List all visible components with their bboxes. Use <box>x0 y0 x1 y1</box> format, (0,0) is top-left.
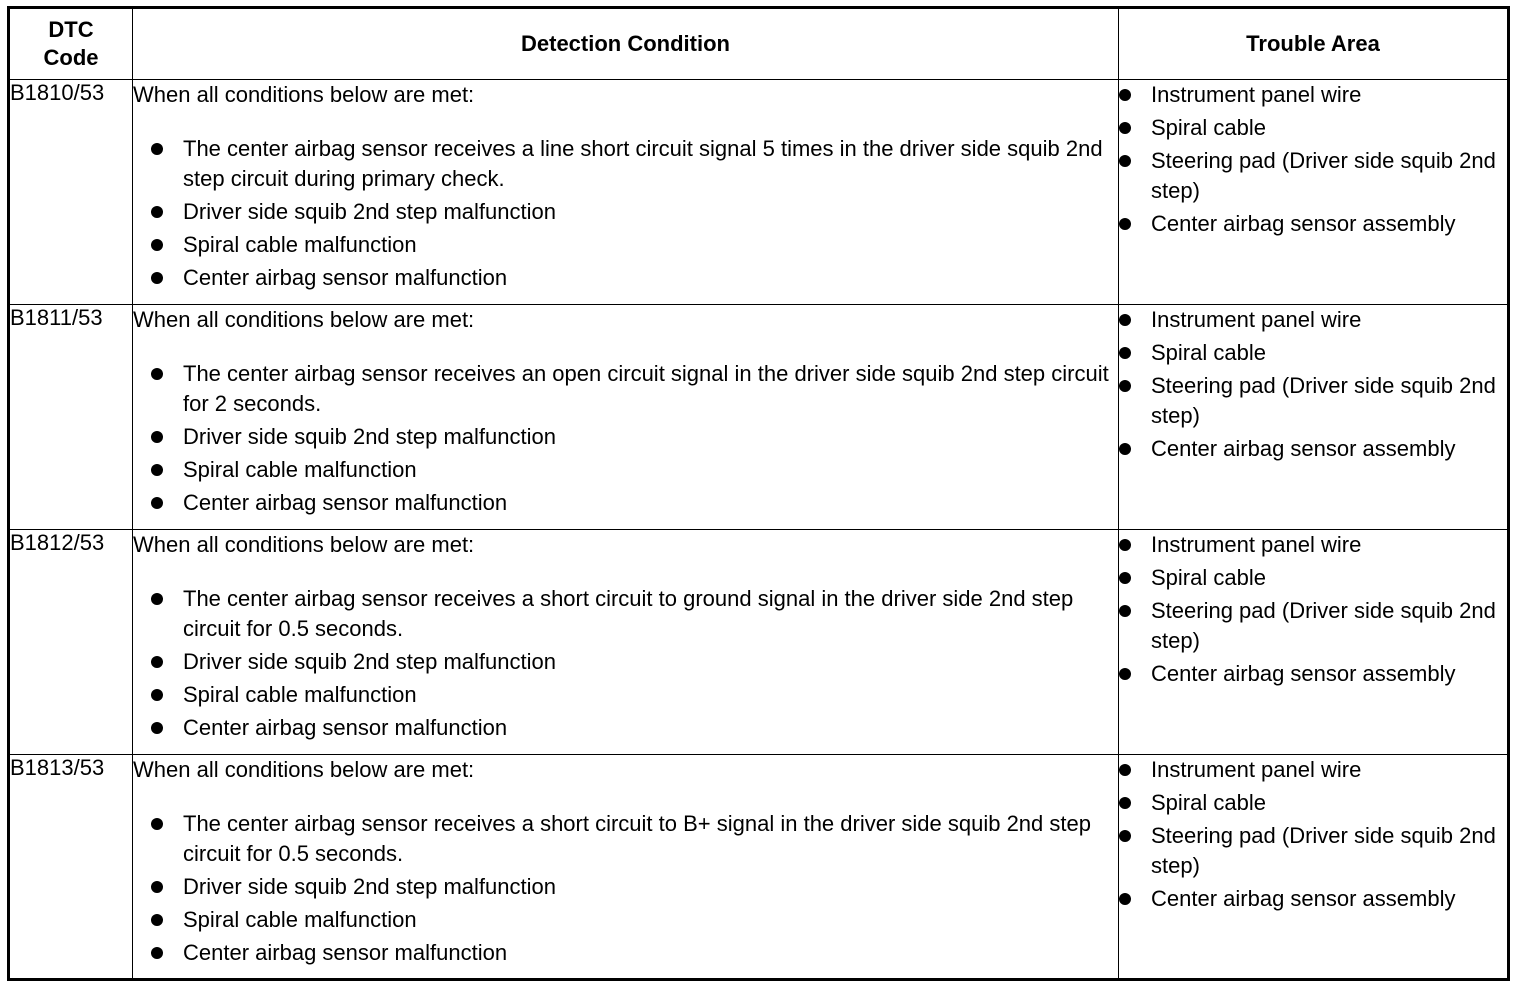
trouble-area-list <box>1119 530 1507 689</box>
list-item-text: Driver side squib 2nd step malfunction <box>183 199 556 224</box>
list-item <box>133 422 1118 452</box>
list-item-text: Driver side squib 2nd step malfunction <box>183 874 556 899</box>
trouble-area-cell <box>1119 530 1509 755</box>
list-item-text: Driver side squib 2nd step malfunction <box>183 424 556 449</box>
list-item-text: Center airbag sensor assembly <box>1151 436 1456 461</box>
bullet-icon <box>1119 89 1131 101</box>
condition-intro: When all conditions below are met: <box>133 532 475 557</box>
bullet-icon <box>1119 122 1131 134</box>
condition-list <box>133 584 1118 743</box>
list-item <box>133 809 1118 869</box>
list-item <box>133 938 1118 968</box>
bullet-icon <box>151 818 163 830</box>
bullet-icon <box>151 368 163 380</box>
list-item <box>133 872 1118 902</box>
list-item-text: Instrument panel wire <box>1151 307 1362 332</box>
list-item-text: Center airbag sensor assembly <box>1151 886 1456 911</box>
list-item <box>1119 209 1507 239</box>
trouble-area-list <box>1119 80 1507 239</box>
list-item-text: Driver side squib 2nd step malfunction <box>183 649 556 674</box>
bullet-icon <box>1119 539 1131 551</box>
bullet-icon <box>151 881 163 893</box>
list-item-text: Instrument panel wire <box>1151 532 1362 557</box>
bullet-icon <box>151 656 163 668</box>
bullet-icon <box>1119 443 1131 455</box>
list-item-text: Center airbag sensor malfunction <box>183 940 508 965</box>
bullet-icon <box>1119 572 1131 584</box>
trouble-area-list <box>1119 755 1507 914</box>
list-item-text: Instrument panel wire <box>1151 757 1362 782</box>
dtc-code-cell: B1811/53 <box>9 305 133 530</box>
list-item <box>133 713 1118 743</box>
table-row <box>9 755 1509 980</box>
detection-condition-cell <box>133 305 1119 530</box>
list-item-text: Spiral cable <box>1151 565 1266 590</box>
list-item <box>1119 596 1507 656</box>
condition-intro: When all conditions below are met: <box>133 82 475 107</box>
detection-condition-cell <box>133 80 1119 305</box>
list-item <box>1119 821 1507 881</box>
list-item <box>133 455 1118 485</box>
trouble-area-cell <box>1119 80 1509 305</box>
table-row <box>9 305 1509 530</box>
list-item <box>1119 755 1507 785</box>
bullet-icon <box>151 464 163 476</box>
list-item-text: Center airbag sensor malfunction <box>183 490 508 515</box>
list-item <box>1119 80 1507 110</box>
condition-list <box>133 809 1118 968</box>
bullet-icon <box>151 722 163 734</box>
list-item <box>133 230 1118 260</box>
header-detection-condition: Detection Condition <box>133 8 1119 80</box>
trouble-area-cell <box>1119 755 1509 980</box>
list-item-text: Steering pad (Driver side squib 2nd step) <box>1151 148 1496 203</box>
bullet-icon <box>1119 668 1131 680</box>
list-item-text: The center airbag sensor receives a line short circuit signal 5 times in the driver side squib 2nd step circuit during primary check. <box>183 136 1103 191</box>
bullet-icon <box>151 431 163 443</box>
detection-condition-cell <box>133 755 1119 980</box>
dtc-code-cell: B1813/53 <box>9 755 133 980</box>
bullet-icon <box>151 272 163 284</box>
list-item-text: Steering pad (Driver side squib 2nd step) <box>1151 373 1496 428</box>
bullet-icon <box>151 593 163 605</box>
bullet-icon <box>1119 764 1131 776</box>
list-item-text: Spiral cable <box>1151 790 1266 815</box>
table-row <box>9 530 1509 755</box>
condition-list <box>133 134 1118 293</box>
condition-intro: When all conditions below are met: <box>133 307 475 332</box>
header-dtc-code: DTC Code <box>9 8 133 80</box>
bullet-icon <box>151 914 163 926</box>
list-item <box>133 359 1118 419</box>
list-item <box>133 647 1118 677</box>
list-item-text: The center airbag sensor receives an open circuit signal in the driver side squib 2nd step circuit for 2 seconds. <box>183 361 1109 416</box>
bullet-icon <box>1119 347 1131 359</box>
dtc-code-cell: B1810/53 <box>9 80 133 305</box>
list-item-text: Spiral cable malfunction <box>183 682 417 707</box>
list-item <box>1119 659 1507 689</box>
list-item <box>1119 146 1507 206</box>
list-item-text: Instrument panel wire <box>1151 82 1362 107</box>
list-item <box>1119 884 1507 914</box>
bullet-icon <box>151 497 163 509</box>
bullet-icon <box>1119 797 1131 809</box>
bullet-icon <box>1119 893 1131 905</box>
list-item <box>133 263 1118 293</box>
bullet-icon <box>1119 380 1131 392</box>
dtc-table <box>7 6 1510 981</box>
condition-intro: When all conditions below are met: <box>133 757 475 782</box>
list-item <box>1119 788 1507 818</box>
list-item <box>133 905 1118 935</box>
list-item-text: Spiral cable malfunction <box>183 457 417 482</box>
list-item-text: Spiral cable malfunction <box>183 907 417 932</box>
list-item-text: Spiral cable <box>1151 340 1266 365</box>
trouble-area-cell <box>1119 305 1509 530</box>
table-row <box>9 80 1509 305</box>
bullet-icon <box>1119 830 1131 842</box>
list-item <box>133 680 1118 710</box>
list-item <box>1119 371 1507 431</box>
bullet-icon <box>1119 314 1131 326</box>
list-item <box>1119 113 1507 143</box>
list-item <box>1119 305 1507 335</box>
list-item-text: Center airbag sensor malfunction <box>183 715 508 740</box>
bullet-icon <box>1119 155 1131 167</box>
bullet-icon <box>151 239 163 251</box>
bullet-icon <box>151 689 163 701</box>
bullet-icon <box>151 947 163 959</box>
bullet-icon <box>151 206 163 218</box>
bullet-icon <box>151 143 163 155</box>
dtc-code-cell: B1812/53 <box>9 530 133 755</box>
condition-list <box>133 359 1118 518</box>
list-item <box>133 197 1118 227</box>
list-item <box>1119 530 1507 560</box>
list-item-text: Center airbag sensor assembly <box>1151 661 1456 686</box>
list-item <box>133 134 1118 194</box>
bullet-icon <box>1119 218 1131 230</box>
list-item-text: Center airbag sensor malfunction <box>183 265 508 290</box>
list-item-text: The center airbag sensor receives a short circuit to ground signal in the driver side 2nd step circuit for 0.5 seconds. <box>183 586 1074 641</box>
header-trouble-area: Trouble Area <box>1119 8 1509 80</box>
list-item-text: Steering pad (Driver side squib 2nd step) <box>1151 823 1496 878</box>
list-item-text: Spiral cable malfunction <box>183 232 417 257</box>
trouble-area-list <box>1119 305 1507 464</box>
table-header-row <box>9 8 1509 80</box>
list-item-text: Center airbag sensor assembly <box>1151 211 1456 236</box>
list-item <box>1119 563 1507 593</box>
bullet-icon <box>1119 605 1131 617</box>
list-item <box>1119 434 1507 464</box>
detection-condition-cell <box>133 530 1119 755</box>
list-item <box>133 584 1118 644</box>
list-item-text: Steering pad (Driver side squib 2nd step) <box>1151 598 1496 653</box>
list-item-text: The center airbag sensor receives a short circuit to B+ signal in the driver side squib 2nd step circuit for 0.5 seconds. <box>183 811 1091 866</box>
list-item-text: Spiral cable <box>1151 115 1266 140</box>
list-item <box>133 488 1118 518</box>
list-item <box>1119 338 1507 368</box>
